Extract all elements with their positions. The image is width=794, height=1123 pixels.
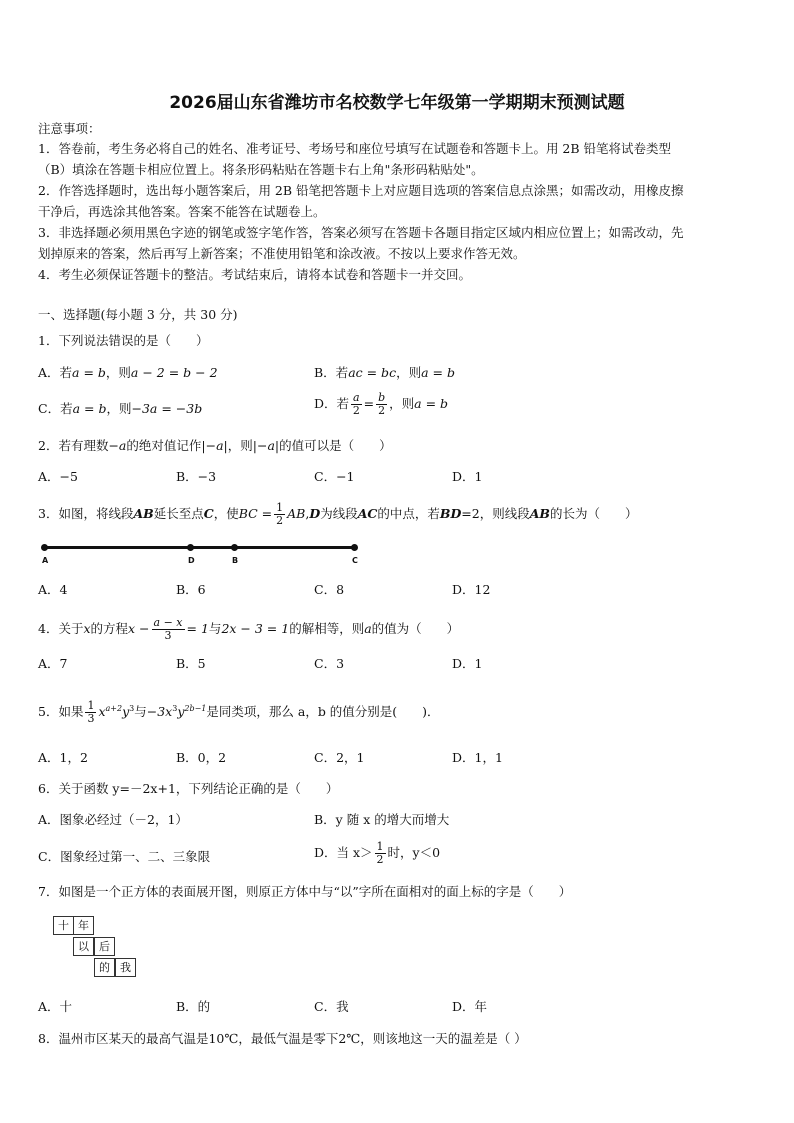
question-6-stem: 6．关于函数 y=－2x+1，下列结论正确的是（ ） [38,781,339,796]
q1-option-d: D．若 $\frac{a}{2}$ = $\frac{b}{2}$ ，则a = b [314,391,449,417]
notice-line: 干净后，再选涂其他答案。答案不能答在试题卷上。 [38,204,326,219]
q5-option-a: A．1，2 [38,750,88,765]
point-label: C [352,556,358,565]
notice-heading: 注意事项： [38,121,101,136]
line-segment [44,546,354,549]
net-face: 以 [73,937,94,956]
q6-option-a: A．图象必经过（－2，1） [38,812,188,827]
section-heading: 一、选择题(每小题 3 分，共 30 分) [38,307,238,322]
q2-option-c: C．−1 [314,469,355,484]
q4-option-c: C．3 [314,656,345,671]
q7-option-c: C．我 [314,999,349,1014]
notice-line: 3．非选择题必须用黑色字迹的钢笔或签字笔作答，答案必须写在答题卡各题目指定区域内相应位置上；如需改动，先 [38,225,684,240]
point-label: D [188,556,195,565]
net-face: 后 [94,937,115,956]
q5-option-b: B．0，2 [176,750,227,765]
q4-option-b: B．5 [176,656,206,671]
q2-option-b: B．−3 [176,469,217,484]
question-3-stem: 3．如图，将线段AB延长至点C，使BC = $\frac{1}{2}$ AB,D为线段AC的中点，若BD=2，则线段AB的长为（ ） [38,501,638,527]
question-5-stem: 5．如果 $\frac{1}{3}$ $x^{a+2}y^3$与$-3x^3y^{2b-1}$是同类项，那么 a，b 的值分别是( )． [38,699,440,726]
point-label: A [42,556,49,565]
q6-option-c: C．图象经过第一、二、三象限 [38,849,211,864]
point-dot [41,544,48,551]
point-dot [187,544,194,551]
fraction: $\frac{1}{2}$ [276,501,284,527]
question-7-stem: 7．如图是一个正方体的表面展开图，则原正方体中与“以”字所在面相对的面上标的字是（ ） [38,884,572,899]
net-face: 我 [115,958,136,977]
q1-option-a: A．若a = b，则a − 2 = b − 2 [38,365,218,380]
notice-line: 4．考生必须保证答题卡的整洁。考试结束后，请将本试卷和答题卡一并交回。 [38,267,471,282]
q7-option-a: A．十 [38,999,73,1014]
q3-option-c: C．8 [314,582,345,597]
q7-option-b: B．的 [176,999,211,1014]
q6-option-b: B．y 随 x 的增大而增大 [314,812,450,827]
net-face: 的 [94,958,115,977]
exam-title: 2026届山东省潍坊市名校数学七年级第一学期期末预测试题 [169,93,625,113]
notice-line: （B）填涂在答题卡相应位置上。将条形码粘贴在答题卡右上角"条形码粘贴处"。 [38,162,484,177]
fraction: $\frac{1}{3}$ [87,699,95,726]
q2-option-a: A．−5 [38,469,78,484]
q1-option-b: B．若ac = bc，则a = b [314,365,455,380]
q3-option-d: D．12 [452,582,491,597]
q4-option-d: D．1 [452,656,483,671]
q7-option-d: D．年 [452,999,488,1014]
fraction: $\frac{a - x}{3}$ [153,616,183,642]
fraction: $\frac{1}{2}$ [376,840,384,866]
notice-line: 划掉原来的答案，然后再写上新答案；不准使用铅笔和涂改液。不按以上要求作答无效。 [38,246,526,261]
q1-option-c: C．若a = b，则−3a = −3b [38,401,203,416]
net-face: 年 [73,916,94,935]
q3-option-b: B．6 [176,582,206,597]
q6-option-d: D．当 x＞ $\frac{1}{2}$ 时，y＜0 [314,840,441,866]
q4-option-a: A．7 [38,656,68,671]
question-4-stem: 4．关于x的方程x − $\frac{a - x}{3}$ = 1与2x − 3 = 1的解相等，则a的值为（ ） [38,616,460,642]
notice-line: 2．作答选择题时，选出每小题答案后，用 2B 铅笔把答题卡上对应题目选项的答案信息点涂黑；如需改动，用橡皮擦 [38,183,684,198]
q5-option-d: D．1，1 [452,750,503,765]
fraction: $\frac{b}{2}$ [378,391,386,417]
notice-line: 1．答卷前，考生务必将自己的姓名、准考证号、考场号和座位号填写在试题卷和答题卡上。用 2B 铅笔将试卷类型 [38,141,672,156]
net-face: 十 [53,916,74,935]
q3-option-a: A．4 [38,582,68,597]
q2-option-d: D．1 [452,469,483,484]
point-label: B [232,556,239,565]
question-2-stem: 2．若有理数−a的绝对值记作|−a|，则|−a|的值可以是（ ） [38,438,392,453]
point-dot [351,544,358,551]
question-1-stem: 1．下列说法错误的是（ ） [38,333,209,348]
question-8-stem: 8．温州市区某天的最高气温是10℃，最低气温是零下2℃，则该地这一天的温差是（ ） [38,1031,527,1046]
fraction: $\frac{a}{2}$ [352,391,360,417]
q5-option-c: C．2，1 [314,750,365,765]
point-dot [231,544,238,551]
